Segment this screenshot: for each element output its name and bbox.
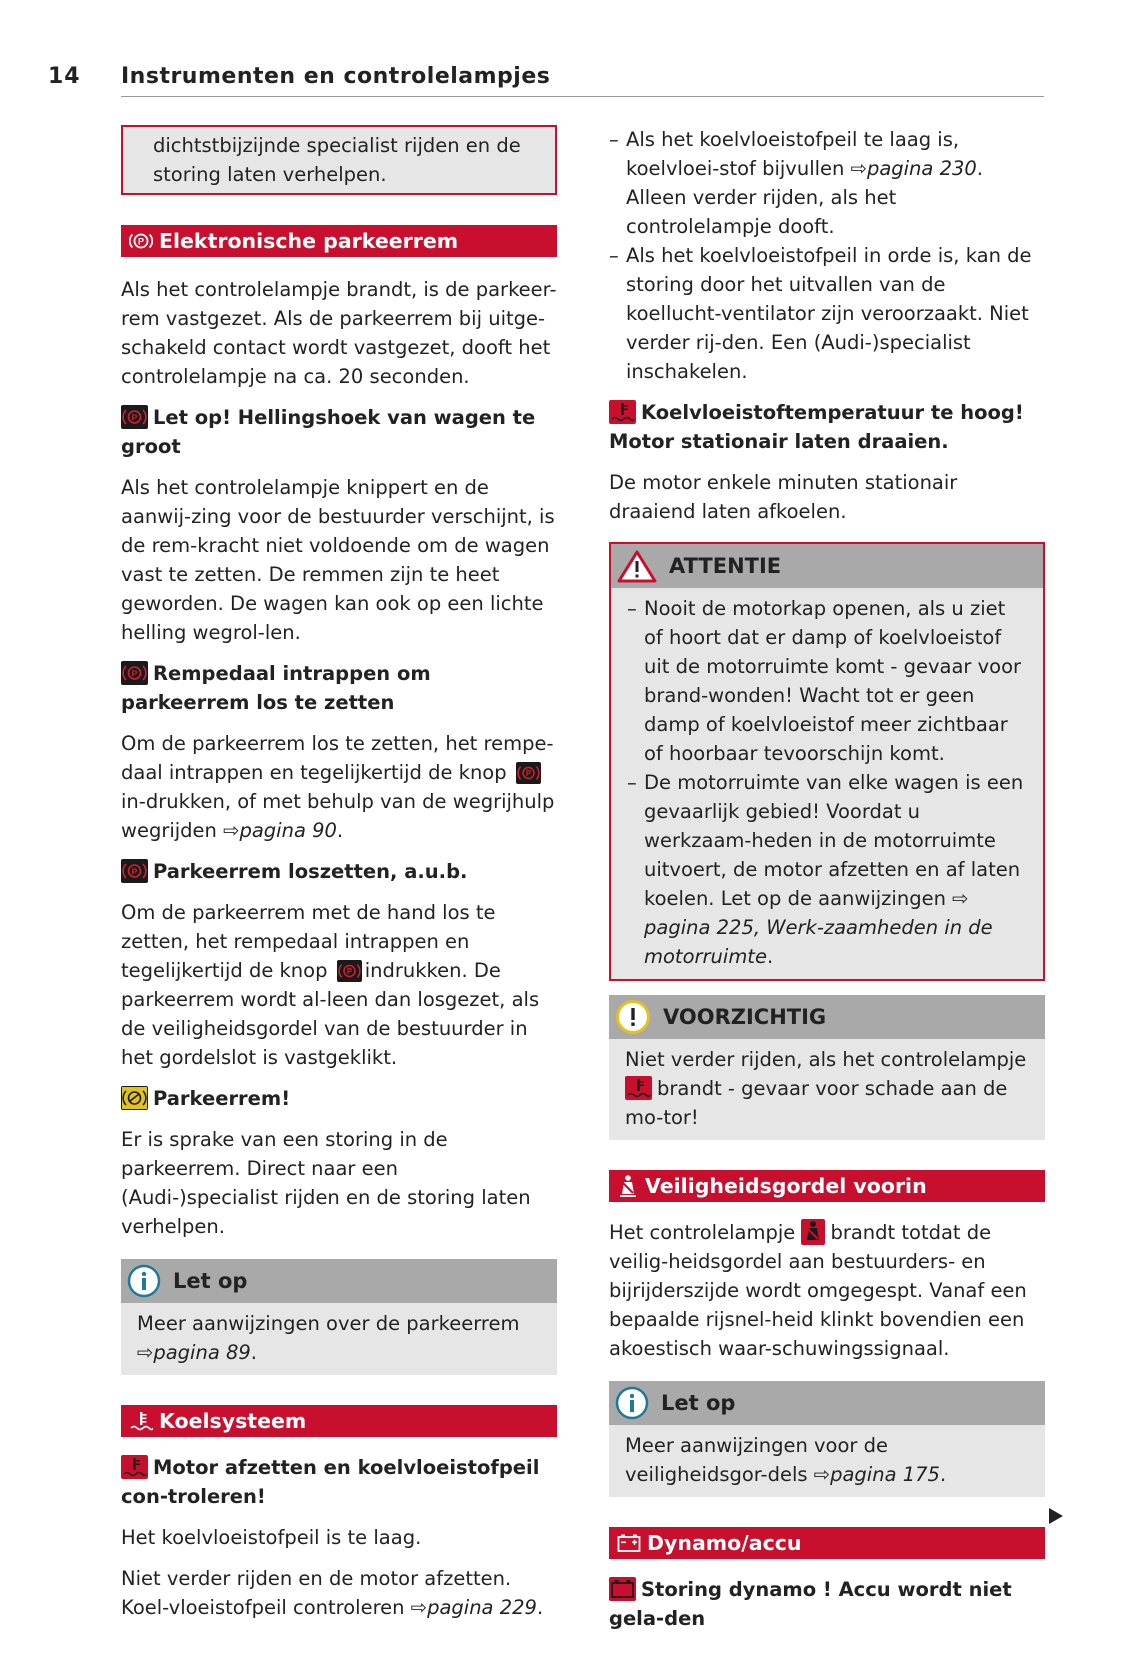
text-fragment: Als het koelvloeistofpeil te laag is, koelvloei-stof bijvullen (626, 128, 960, 180)
info-icon (127, 1264, 161, 1298)
caution-circle-icon (615, 999, 651, 1035)
text-fragment: Het controlelampje (609, 1221, 796, 1244)
list-item: – Als het koelvloeistofpeil in orde is, kan de storing door het uitvallen van de koellucht-ventilator zijn veroorzaakt. Niet verder rij-den. Een (Audi-)specialist inschakelen. (609, 244, 1032, 383)
parking-brake-lamp-icon (121, 859, 148, 883)
section-heading-cooling (121, 1405, 557, 1437)
reference-arrow-icon: ⇨ (410, 1596, 428, 1619)
list-item: – De motorruimte van elke wagen is een gevaarlijk gebied! Voordat u werkzaam-heden in de motorruimte uitvoert, de motor afzetten en af laten koelen. Let op de aanwijzingen ⇨pagina 225, Werk-zaamheden in de motorruimte. (627, 771, 1024, 968)
parking-brake-lamp-icon (121, 661, 148, 685)
battery-lamp-icon (609, 1577, 636, 1601)
intro-box (121, 125, 557, 195)
svg-text:P: P (525, 769, 531, 779)
attention-title: ATTENTIE (669, 554, 782, 578)
lamp-item-text (121, 898, 557, 1072)
header-rule (121, 96, 1044, 97)
seatbelt-text (609, 1218, 1045, 1363)
note-box-seatbelt (609, 1381, 1045, 1497)
reference-arrow-icon: ⇨ (137, 1341, 154, 1364)
note-text: Meer aanwijzingen voor de veiligheidsgor-dels (625, 1434, 889, 1486)
list-item: – Als het koelvloeistofpeil te laag is, koelvloei-stof bijvullen ⇨pagina 230. Alleen verder rijden, als het controlelampje dooft. (609, 128, 983, 238)
svg-text:P: P (131, 866, 138, 877)
intro-box-text: dichtstbijzijnde specialist rijden en de storing laten verhelpen. (153, 134, 521, 186)
lamp-item-slope (121, 403, 557, 461)
note-box-parking-brake (121, 1259, 557, 1375)
text-fragment: in-drukken, of met behulp van de wegrijhulp wegrijden (121, 790, 555, 842)
page-reference-link[interactable]: ⇨pagina 89 (137, 1341, 251, 1364)
coolant-icon (129, 1410, 153, 1432)
caution-box (609, 995, 1045, 1140)
lamp-item-brake-pedal (121, 659, 557, 717)
page-reference-link[interactable]: ⇨pagina 230 (851, 157, 977, 180)
reference-arrow-icon: ⇨ (223, 819, 240, 842)
list-item: – Nooit de motorkap openen, als u ziet of hoort dat er damp of koelvloeistof uit de motorruimte komt - gevaar voor brand-wonden! Wacht tot er geen damp of koelvloeistof meer zichtbaar of hoorbaar tevoorschijn komt. (627, 597, 1022, 765)
lamp-item-text: Niet verder rijden en de motor afzetten. Koel-vloeistofpeil controleren ⇨pagina 229. (121, 1564, 557, 1622)
battery-icon (617, 1533, 641, 1553)
section-heading-dynamo (609, 1527, 1045, 1559)
info-icon (615, 1386, 649, 1420)
reference-arrow-icon: ⇨ (952, 887, 969, 910)
section-heading-text: Koelsysteem (159, 1409, 307, 1433)
seatbelt-icon (617, 1174, 639, 1198)
lamp-item-title: Parkeerrem! (153, 1087, 291, 1110)
lamp-item-text: De motor enkele minuten stationair draaiend laten afkoelen. (609, 471, 958, 523)
text-fragment: brandt totdat de veilig-heidsgordel aan bestuurders- en bijrijderszijde wordt omgegespt. Vanaf een bepaalde rijsnel-heid klinkt bovendien een akoestisch waar-schuwingssignaal. (609, 1221, 1027, 1360)
text-fragment: Nooit de motorkap openen, als u ziet of hoort dat er damp of koelvloeistof uit de motorruimte komt - gevaar voor brand-wonden! Wacht tot er geen damp of koelvloeistof meer zichtbaar of hoorbaar tevoorschijn komt. (644, 597, 1022, 765)
lamp-item-coolant-low (121, 1453, 557, 1511)
svg-text:P: P (346, 967, 352, 977)
note-title: Let op (661, 1391, 736, 1415)
note-header (121, 1259, 557, 1303)
warning-triangle-icon (617, 549, 657, 583)
note-text: Meer aanwijzingen over de parkeerrem (137, 1312, 520, 1335)
note-body: Meer aanwijzingen voor de veiligheidsgor-dels ⇨pagina 175. (609, 1425, 1045, 1497)
seatbelt-lamp-icon (801, 1219, 825, 1245)
lamp-item-title: Motor afzetten en koelvloeistofpeil con-troleren! (121, 1456, 540, 1508)
text-fragment: Om de parkeerrem los te zetten, het rempe-daal intrappen en tegelijkertijd de knop (121, 732, 554, 784)
caution-body (609, 1039, 1045, 1140)
section-heading-text: Veiligheidsgordel voorin (645, 1174, 927, 1198)
lamp-item-title: Koelvloeistoftemperatuur te hoog! Motor stationair laten draaien. (609, 401, 1024, 453)
attention-box (609, 542, 1045, 981)
lamp-item-text: Het koelvloeistofpeil is te laag. (121, 1526, 422, 1549)
text-fragment: Niet verder rijden, als het controlelampje (625, 1048, 1027, 1071)
text-fragment: Alleen verder rijden, als het controlelampje dooft. (626, 186, 897, 238)
lamp-item-title: Storing dynamo ! Accu wordt niet gela-den (609, 1578, 1012, 1630)
svg-text:P: P (131, 668, 138, 679)
lamp-item-release (121, 857, 557, 886)
parking-brake-icon (129, 231, 153, 251)
coolant-lamp-icon (609, 400, 636, 424)
lamp-item-text: Om de parkeerrem los te zetten, het rempe-daal intrappen en tegelijkertijd de knop P in-drukken, of met behulp van de wegrijhulp wegrijden ⇨pagina 90. (121, 729, 557, 845)
page-number: 14 (48, 64, 81, 89)
note-header (609, 1381, 1045, 1425)
parking-brake-fault-icon (121, 1086, 148, 1110)
section-heading-text: Dynamo/accu (647, 1531, 802, 1555)
page-reference-link[interactable]: ⇨pagina 90 (223, 819, 337, 842)
section-heading-seatbelt (609, 1170, 1045, 1202)
text-fragment: Niet verder rijden en de motor afzetten. Koel-vloeistofpeil controleren (121, 1567, 512, 1619)
lamp-item-text: Als het controlelampje knippert en de aanwij-zing voor de bestuurder verschijnt, is de rem-kracht niet voldoende om de wagen vast te zetten. De remmen zijn te heet geworden. De wagen kan ook op een lichte helling wegrol-len. (121, 476, 555, 644)
page-reference-link[interactable]: ⇨pagina 225, Werk-zaamheden in de motorruimte (644, 887, 993, 968)
text-fragment: Als het koelvloeistofpeil in orde is, kan de storing door het uitvallen van de koellucht-ventilator zijn veroorzaakt. Niet verder rij-den. Een (Audi-)specialist inschakelen. (626, 244, 1032, 383)
chapter-title: Instrumenten en controlelampjes (121, 64, 551, 89)
text-fragment: De motorruimte van elke wagen is een gevaarlijk gebied! Voordat u werkzaam-heden in de motorruimte uitvoert, de motor afzetten en af laten koelen. Let op de aanwijzingen (644, 771, 1024, 910)
caution-header (609, 995, 1045, 1039)
parking-brake-button-icon (516, 762, 541, 784)
lamp-item-title: Parkeerrem loszetten, a.u.b. (153, 860, 468, 883)
left-column (121, 125, 557, 1622)
text-fragment: indrukken. De parkeerrem wordt al-leen dan losgezet, als de veiligheidsgordel van de bestuurder in het gordelslot is vastgeklikt. (121, 959, 540, 1069)
page-reference-link[interactable]: ⇨pagina 175 (814, 1463, 940, 1486)
lamp-item-title: Let op! Hellingshoek van wagen te groot (121, 406, 536, 458)
page-reference-link[interactable]: ⇨pagina 229 (411, 1596, 537, 1619)
reference-arrow-icon: ⇨ (850, 157, 867, 180)
lamp-item-fault (121, 1084, 557, 1113)
parking-brake-button-icon (337, 960, 362, 982)
section-heading-parking-brake (121, 225, 557, 257)
continue-arrow-icon (1049, 1508, 1063, 1524)
text-fragment: Om de parkeerrem met de hand los te zetten, het rempedaal intrappen en tegelijkertijd de knop (121, 901, 496, 982)
reference-arrow-icon: ⇨ (813, 1463, 831, 1486)
lamp-item-dynamo (609, 1575, 1045, 1633)
note-body: Meer aanwijzingen over de parkeerrem ⇨pagina 89. (121, 1303, 557, 1375)
parking-brake-intro: Als het controlelampje brandt, is de parkeer-rem vastgezet. Als de parkeerrem bij uitge-schakeld contact wordt vastgezet, dooft het controlelampje na ca. 20 seconden. (121, 278, 557, 388)
lamp-item-title: Rempedaal intrappen om parkeerrem los te zetten (121, 662, 431, 714)
coolant-lamp-icon (625, 1076, 652, 1100)
coolant-lamp-icon (121, 1455, 148, 1479)
note-title: Let op (173, 1269, 248, 1293)
attention-body (611, 588, 1043, 979)
svg-text:P: P (137, 236, 145, 247)
text-fragment: brandt - gevaar voor schade aan de mo-tor! (625, 1077, 1008, 1129)
attention-header (611, 544, 1043, 588)
right-column (609, 125, 1045, 1633)
parking-brake-lamp-icon (121, 405, 148, 429)
lamp-item-coolant-hot (609, 398, 1045, 456)
section-heading-text: Elektronische parkeerrem (159, 229, 459, 253)
lamp-item-text: Er is sprake van een storing in de parkeerrem. Direct naar een (Audi-)specialist rijden en de storing laten verhelpen. (121, 1128, 531, 1238)
svg-text:P: P (131, 412, 138, 423)
caution-title: VOORZICHTIG (663, 1005, 827, 1029)
